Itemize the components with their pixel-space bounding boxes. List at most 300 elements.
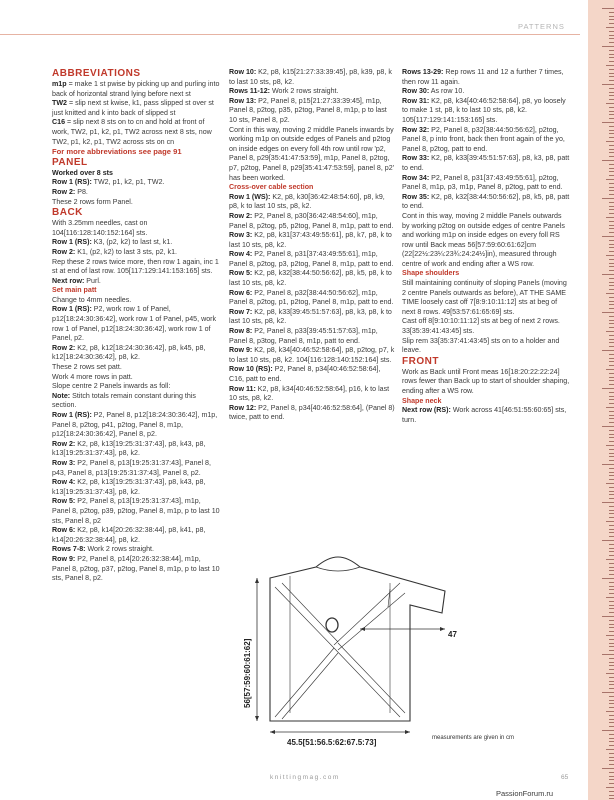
instruction-line	[229, 269, 395, 288]
row-label: Row 9:	[229, 346, 253, 355]
ruler-tick	[609, 240, 614, 241]
instruction-line	[402, 368, 570, 397]
paragraph-text: ABBREVIATIONS	[52, 68, 141, 79]
schematic-diagram	[230, 553, 470, 751]
ruler-tick	[609, 42, 614, 43]
ruler-tick	[602, 312, 614, 313]
ruler-tick	[609, 586, 614, 587]
ruler-tick	[609, 31, 614, 32]
instruction-line	[402, 87, 570, 97]
row-label: Row 30:	[402, 87, 430, 96]
ruler-tick	[609, 605, 614, 606]
ruler-tick	[609, 646, 614, 647]
instruction-line	[402, 154, 570, 173]
instruction-line	[52, 296, 220, 306]
row-label: Row 1 (RS):	[52, 411, 92, 419]
ruler-tick	[609, 517, 614, 518]
instruction-line	[52, 363, 220, 373]
ruler-tick	[609, 118, 614, 119]
instruction-line	[52, 118, 220, 147]
ruler-tick	[606, 407, 614, 408]
row-label: Row 3:	[52, 458, 76, 467]
ruler-tick	[609, 551, 614, 552]
row-label: Row 4:	[52, 478, 76, 487]
paragraph-text: P2, Panel 8, p33[39:45:51:57:63], m1p, Panel 8, p3tog, Panel 8, m1p, patt to end.	[229, 327, 378, 345]
row-label: Row 13:	[229, 96, 257, 105]
paragraph-text: K2, p8, k32[38:44:50:56:62], p8, k5, p8, k to last 10 sts, p8, k2.	[229, 269, 392, 288]
ruler-tick	[609, 472, 614, 473]
ruler-tick	[609, 354, 614, 355]
paragraph-text: P2, Panel 8, p15[21:27:33:39:45], m1p, Panel 8, p2tog, p35, p2tog, Panel 8, m1p, p to last 10 sts, Panel 8, p2.	[229, 96, 387, 124]
ruler-tick	[609, 107, 614, 108]
row-label: TW2	[52, 99, 67, 108]
ruler-tick	[609, 297, 614, 298]
ruler-tick	[609, 308, 614, 309]
row-label: Row 11:	[229, 384, 256, 393]
instruction-line	[229, 250, 395, 269]
ruler-tick	[609, 536, 614, 537]
row-label: Row 31:	[402, 96, 430, 105]
ruler-tick	[609, 612, 614, 613]
ruler-tick	[609, 567, 614, 568]
section-heading	[402, 356, 570, 368]
paragraph-text: Shape neck	[402, 396, 442, 405]
row-label: Row 1 (RS):	[52, 238, 92, 247]
row-label: Row 7:	[229, 307, 253, 316]
paragraph-text: P2, Panel 8, p12[18:24:30:36:42], m1p, Panel 8, p2tog, p41, p2tog, Panel 8, m1p, p12[18:24:30:36:42], Panel 8, p2.	[52, 411, 218, 439]
row-label: Row 10 (RS):	[229, 365, 273, 374]
ruler-tick	[609, 738, 614, 739]
instruction-line	[402, 174, 570, 193]
ruler-tick	[609, 418, 614, 419]
row-label: Row 33:	[402, 154, 430, 163]
paragraph-text: K2, p8, k30[36:42:48:54:60], p8, k9, p8, k to last 10 sts, p8, k2.	[229, 192, 385, 211]
ruler-tick	[609, 244, 614, 245]
ruler-tick	[602, 768, 614, 769]
paragraph-text: FRONT	[402, 355, 439, 367]
ruler-tick	[609, 232, 614, 233]
ruler-tick	[609, 719, 614, 720]
footer-url: knittingmag.com	[270, 774, 340, 781]
ruler-tick	[609, 757, 614, 758]
row-label: Row 4:	[229, 250, 253, 259]
instruction-line	[52, 258, 220, 277]
column-3	[402, 68, 570, 425]
ruler-tick	[609, 377, 614, 378]
paragraph-text: Cont in this way, moving 2 middle Panels inwards by working m1p on outside edges of Panels and p2tog on inside edges on every foll 4th row until row 'p2, Panel 8, p29[35:41:47:53:59], m1p, Panel 8, p2tog, p7, p2tog, Panel 8, p29[35:41:47:53:59], panel 8, p2' has been worked.	[229, 125, 395, 182]
ruler-tick	[609, 753, 614, 754]
instruction-line	[229, 346, 395, 365]
ruler-tick	[609, 437, 614, 438]
ruler-tick	[602, 84, 614, 85]
ruler-tick	[609, 88, 614, 89]
ruler-tick	[602, 8, 614, 9]
section-heading	[52, 207, 220, 219]
paragraph-text: PANEL	[52, 156, 88, 168]
ruler-tick	[609, 498, 614, 499]
ruler-tick	[602, 502, 614, 503]
instruction-line	[52, 382, 220, 392]
ruler-tick	[606, 141, 614, 142]
paragraph-text: K2, p8, k15[21:27:33:39:45], p8, k39, p8, k to last 10 sts, p8, k2.	[229, 68, 392, 86]
ruler-tick	[609, 327, 614, 328]
length-label: 56[57:59:60:61:62]	[243, 638, 252, 708]
row-label: Row 1 (RS):	[52, 305, 92, 314]
paragraph-text: Cross-over cable section	[229, 183, 314, 192]
instruction-line	[52, 459, 220, 478]
paragraph-text: Stitch totals remain constant during this section.	[52, 391, 196, 410]
ruler-tick	[606, 65, 614, 66]
row-label: Rows 7-8:	[52, 545, 86, 554]
ruler-tick	[609, 57, 614, 58]
row-label: m1p	[52, 80, 67, 88]
paragraph-text: Shape shoulders	[402, 269, 460, 278]
ruler-tick	[609, 183, 614, 184]
paragraph-text: For more abbreviations see page 91	[52, 147, 182, 157]
instruction-line	[52, 198, 220, 208]
paragraph-text: K2, p8, k12[18:24:30:36:42], p8, k45, p8, k12[18:24:30:36:42], p8, k2.	[52, 343, 206, 362]
paragraph-text: P2, work row 1 of Panel, p12[18:24:30:36:42], work row 1 of Panel, p45, work row 1 of Panel, p12[18:24:30:36:42], work row 1 of Panel, p2.	[52, 305, 217, 343]
ruler-tick	[609, 513, 614, 514]
ruler-tick	[609, 658, 614, 659]
ruler-tick	[606, 217, 614, 218]
ruler-tick	[609, 202, 614, 203]
ruler-tick	[609, 126, 614, 127]
row-label: Next row:	[52, 276, 85, 285]
watermark: PassionForum.ru	[496, 789, 554, 798]
paragraph-text: P2, Panel 8, p30[36:42:48:54:60], m1p, Panel 8, p2tog, p5, p2tog, Panel 8, m1p, patt to end.	[229, 211, 394, 230]
row-label: Rows 13-29:	[402, 68, 444, 76]
ruler-tick	[609, 491, 614, 492]
ruler-tick	[609, 130, 614, 131]
ruler-tick	[609, 411, 614, 412]
ruler-tick	[602, 464, 614, 465]
ruler-tick	[609, 703, 614, 704]
instruction-line	[229, 308, 395, 327]
paragraph-text: Slip rem 33[35:37:41:43:45] sts on to a holder and leave.	[402, 336, 560, 355]
ruler-tick	[609, 798, 614, 799]
ruler-tick	[609, 289, 614, 290]
ruler-tick	[609, 380, 614, 381]
ruler-tick	[606, 711, 614, 712]
ruler-tick	[609, 669, 614, 670]
ruler-tick	[609, 506, 614, 507]
subsection-heading	[229, 183, 395, 193]
ruler-tick	[609, 19, 614, 20]
ruler-tick	[609, 696, 614, 697]
paragraph-text: Work 2 rows straight.	[270, 87, 339, 96]
instruction-line	[229, 193, 395, 212]
instruction-line	[52, 344, 220, 363]
paragraph-text: Still maintaining continuity of sloping Panels (moving 2 centre Panels outwards as before), AT THE SAME TIME loosely cast off 7[8:9:10:11:12] sts at beg of next 8 rows. 49[53:57:61:65:69] sts.	[402, 279, 567, 316]
paragraph-text: These 2 rows form Panel.	[52, 197, 133, 206]
ruler-tick	[609, 650, 614, 651]
ruler-tick	[609, 365, 614, 366]
ruler-tick	[602, 388, 614, 389]
ruler-tick	[602, 274, 614, 275]
ruler-tick	[609, 707, 614, 708]
paragraph-text: Slope centre 2 Panels inwards as foll:	[52, 382, 171, 391]
ruler-tick	[609, 259, 614, 260]
ruler-tick	[609, 681, 614, 682]
row-label: C16	[52, 118, 66, 127]
ruler-tick	[606, 597, 614, 598]
instruction-line	[402, 317, 570, 336]
ruler-tick	[602, 654, 614, 655]
ruler-tick	[602, 46, 614, 47]
ruler-tick	[609, 384, 614, 385]
instruction-line	[52, 478, 220, 497]
row-label: Row 6:	[52, 526, 76, 535]
paragraph-text: Work 2 rows straight.	[85, 545, 154, 554]
paragraph-text: TW2, p1, k2, p1, TW2.	[91, 178, 165, 187]
ruler-tick	[609, 392, 614, 393]
header-rule	[0, 34, 580, 35]
ruler-tick	[609, 631, 614, 632]
ruler-tick	[609, 285, 614, 286]
paragraph-text: P8.	[75, 187, 88, 196]
ruler-tick	[609, 544, 614, 545]
ruler-tick	[609, 23, 614, 24]
ruler-tick	[609, 137, 614, 138]
paragraph-text: Work across 41[46:51:55:60:65] sts, turn.	[402, 406, 567, 424]
ruler-tick	[609, 776, 614, 777]
instruction-line	[52, 147, 220, 157]
ruler-tick	[609, 795, 614, 796]
instruction-line	[52, 178, 220, 188]
ruler-tick	[609, 73, 614, 74]
ruler-tick	[609, 639, 614, 640]
ruler-tick	[609, 441, 614, 442]
instruction-line	[52, 373, 220, 383]
neckline	[316, 567, 360, 571]
ruler-tick	[609, 278, 614, 279]
instruction-line	[402, 337, 570, 356]
sleeve-length-label: 47	[448, 630, 457, 639]
instruction-line	[52, 545, 220, 555]
ruler-tick	[609, 783, 614, 784]
ruler-tick	[606, 749, 614, 750]
ruler-tick	[606, 521, 614, 522]
ruler-tick	[609, 152, 614, 153]
ruler-tick	[602, 730, 614, 731]
ruler-tick	[609, 700, 614, 701]
instruction-line	[52, 248, 220, 258]
paragraph-text: K1, (p2, k2) to last 3 sts, p2, k1.	[75, 247, 177, 256]
section-heading	[52, 68, 220, 80]
instruction-line	[52, 440, 220, 459]
ruler-tick	[602, 578, 614, 579]
ruler-tick	[609, 190, 614, 191]
paragraph-text: Worked over 8 sts	[52, 168, 113, 177]
column-1	[52, 68, 220, 584]
ruler-tick	[609, 529, 614, 530]
instruction-line	[52, 392, 220, 411]
column-2	[229, 68, 395, 423]
ruler-tick	[606, 293, 614, 294]
row-label: Row 5:	[52, 497, 76, 506]
instruction-line	[52, 80, 220, 99]
ruler-tick	[609, 133, 614, 134]
ruler-tick	[609, 361, 614, 362]
ruler-tick	[609, 662, 614, 663]
paragraph-text: Rep rows 11 and 12 a further 7 times, then row 11 again.	[402, 68, 564, 86]
paragraph-text: = slip next 8 sts on to cn and hold at front of work, TW2, p1, k2, p1, TW2 across next 8 sts, now TW2, p1, k2, p1, TW2 across sts on cn	[52, 118, 212, 146]
instruction-line	[229, 404, 395, 423]
ruler-tick	[609, 468, 614, 469]
row-label: Rows 11-12:	[229, 87, 271, 96]
row-label: Next row (RS):	[402, 406, 451, 415]
ruler-tick	[609, 35, 614, 36]
paragraph-text: = make 1 st pwise by picking up and purling into back of horizontal strand lying before next st	[52, 80, 220, 98]
row-label: Row 2:	[52, 187, 76, 196]
paragraph-text: With 3.25mm needles, cast on 104[116:128:140:152:164] sts.	[52, 219, 148, 237]
ruler-tick	[609, 570, 614, 571]
ruler-tick	[609, 434, 614, 435]
ruler-tick	[609, 171, 614, 172]
instruction-line	[229, 68, 395, 87]
ruler-tick	[609, 608, 614, 609]
ruler-tick	[602, 540, 614, 541]
ruler-tick	[609, 99, 614, 100]
ruler-tick	[609, 221, 614, 222]
ruler-tick	[606, 103, 614, 104]
paragraph-text: BACK	[52, 207, 83, 219]
diagram-caption: measurements are given in cm	[432, 735, 515, 741]
ruler-tick	[609, 320, 614, 321]
row-label: Row 6:	[229, 288, 253, 297]
ruler-tick	[609, 772, 614, 773]
instruction-line	[229, 126, 395, 184]
ruler-tick	[602, 350, 614, 351]
paragraph-text: Work 4 more rows in patt.	[52, 372, 133, 381]
instruction-line	[402, 279, 570, 317]
ruler-tick	[609, 80, 614, 81]
ruler-tick	[609, 741, 614, 742]
ruler-tick	[606, 787, 614, 788]
ruler-tick	[609, 479, 614, 480]
instruction-line	[52, 526, 220, 545]
row-label: Row 35:	[402, 192, 430, 201]
section-heading	[52, 157, 220, 169]
ruler-tick	[609, 164, 614, 165]
ruler-tick	[609, 430, 614, 431]
ruler-tick	[609, 415, 614, 416]
instruction-line	[229, 327, 395, 346]
row-label: Row 9:	[52, 554, 76, 563]
ruler-tick	[602, 692, 614, 693]
instruction-line	[52, 238, 220, 248]
ruler-tick	[602, 616, 614, 617]
paragraph-text: P2, Panel 8, p32[38:44:50:56:62], m1p, Panel 8, p2tog, p1, p2tog, Panel 8, m1p, patt to end.	[229, 288, 394, 307]
paragraph-text: K2, p8, k33[39:45:51:57:63], p8, k3, p8, patt to end.	[402, 154, 570, 172]
ruler-tick	[609, 209, 614, 210]
instruction-line	[229, 231, 395, 250]
ruler-tick	[609, 510, 614, 511]
instruction-line	[52, 219, 220, 238]
ruler-tick	[602, 122, 614, 123]
paragraph-text: Set main patt	[52, 286, 97, 295]
ruler-tick	[609, 339, 614, 340]
subsection-heading	[402, 269, 570, 279]
ruler-tick	[609, 548, 614, 549]
ruler-tick	[609, 187, 614, 188]
paragraph-text: K2, p8, k32[38:44:50:56:62], p8, k5, p8, patt to end.	[402, 192, 570, 211]
ruler-tick	[609, 422, 614, 423]
ruler-tick	[606, 635, 614, 636]
instruction-line	[402, 126, 570, 155]
paragraph-text: K2, p8, k34[40:46:52:58:64], p16, k to last 10 sts, p8, k2.	[229, 384, 390, 403]
ruler-tick	[609, 50, 614, 51]
ruler-tick	[609, 627, 614, 628]
instruction-line	[402, 193, 570, 212]
instruction-line	[52, 305, 220, 343]
ruler-tick	[609, 168, 614, 169]
ruler-tick	[609, 301, 614, 302]
ruler-tick	[606, 27, 614, 28]
ruler-tick	[609, 38, 614, 39]
ruler-tick	[609, 760, 614, 761]
cable-cross	[326, 618, 338, 632]
row-label: Row 1 (RS):	[52, 178, 92, 187]
paragraph-text: K3, (p2, k2) to last st, k1.	[91, 238, 173, 247]
ruler-tick	[609, 69, 614, 70]
ruler-tick	[609, 342, 614, 343]
paragraph-text: Rep these 2 rows twice more, then row 1 again, inc 1 st at end of last row. 105[117:129:141:153:165] sts.	[52, 257, 219, 276]
ruler-tick	[609, 12, 614, 13]
ruler-tick	[609, 688, 614, 689]
ruler-tick	[609, 316, 614, 317]
instruction-line	[52, 411, 220, 440]
paragraph-text: K2, p8, k34[40:46:52:58:64], p8, yo loosely to make 1 st, p8, k to last 10 sts, p8, k2. 105[117:129:141:153:165] sts.	[402, 96, 566, 124]
paragraph-text: K2, p8, k31[37:43:49:55:61], p8, k7, p8, k to last 10 sts, p8, k2.	[229, 231, 392, 249]
paragraph-text: Cast off 8[9:10:10:11:12] sts at beg of next 2 rows. 33[35:39:41:43:45] sts.	[402, 317, 560, 336]
paragraph-text: P2, Panel 8, p32[38:44:50:56:62], p2tog, Panel 8, p into front, back then front again of the yo, Panel 8, p2tog, patt to end.	[402, 125, 565, 153]
ruler-tick	[606, 483, 614, 484]
ruler-tick	[609, 475, 614, 476]
ruler-tick	[609, 76, 614, 77]
ruler-tick	[609, 266, 614, 267]
ruler-tick	[609, 403, 614, 404]
garment-outline	[270, 557, 445, 721]
ruler-tick	[606, 331, 614, 332]
ruler-tick	[609, 779, 614, 780]
paragraph-text: K2, p8, k34[40:46:52:58:64], p8, p2tog, p7, k to last 10 sts, p8, k2. 104[116:128:140:152:164] sts.	[229, 346, 395, 364]
paragraph-text: P2, Panel 8, p14[20:26:32:38:44], m1p, Panel 8, p2tog, p37, p2tog, Panel 8, m1p, p to last 10 sts, Panel 8, p2.	[52, 554, 220, 583]
row-label: Row 3:	[229, 231, 253, 240]
ruler-tick	[609, 61, 614, 62]
paragraph-text: P2, Panel 8, p13[19:25:31:37:43], m1p, Panel 8, p2tog, p39, p2tog, Panel 8, m1p, p to last 10 sts, Panel 8, p2	[52, 497, 220, 525]
ruler-tick	[609, 456, 614, 457]
paragraph-text: Change to 4mm needles.	[52, 295, 132, 304]
paragraph-text: These 2 rows set patt.	[52, 363, 122, 372]
ruler-tick	[609, 396, 614, 397]
ruler-tick	[609, 247, 614, 248]
ruler-tick	[609, 494, 614, 495]
ruler-tick	[609, 574, 614, 575]
instruction-line	[229, 289, 395, 308]
instruction-line	[52, 277, 220, 287]
ruler-tick	[609, 677, 614, 678]
ruler-tick	[602, 160, 614, 161]
ruler-tick	[609, 532, 614, 533]
ruler-tick	[606, 673, 614, 674]
subsection-heading	[402, 397, 570, 407]
paragraph-text: K2, p8, k13[19:25:31:37:43], p8, k43, p8, k13[19:25:31:37:43], p8, k2.	[52, 439, 206, 458]
ruler-tick	[609, 726, 614, 727]
ruler-tick	[609, 145, 614, 146]
ruler-tick	[609, 225, 614, 226]
